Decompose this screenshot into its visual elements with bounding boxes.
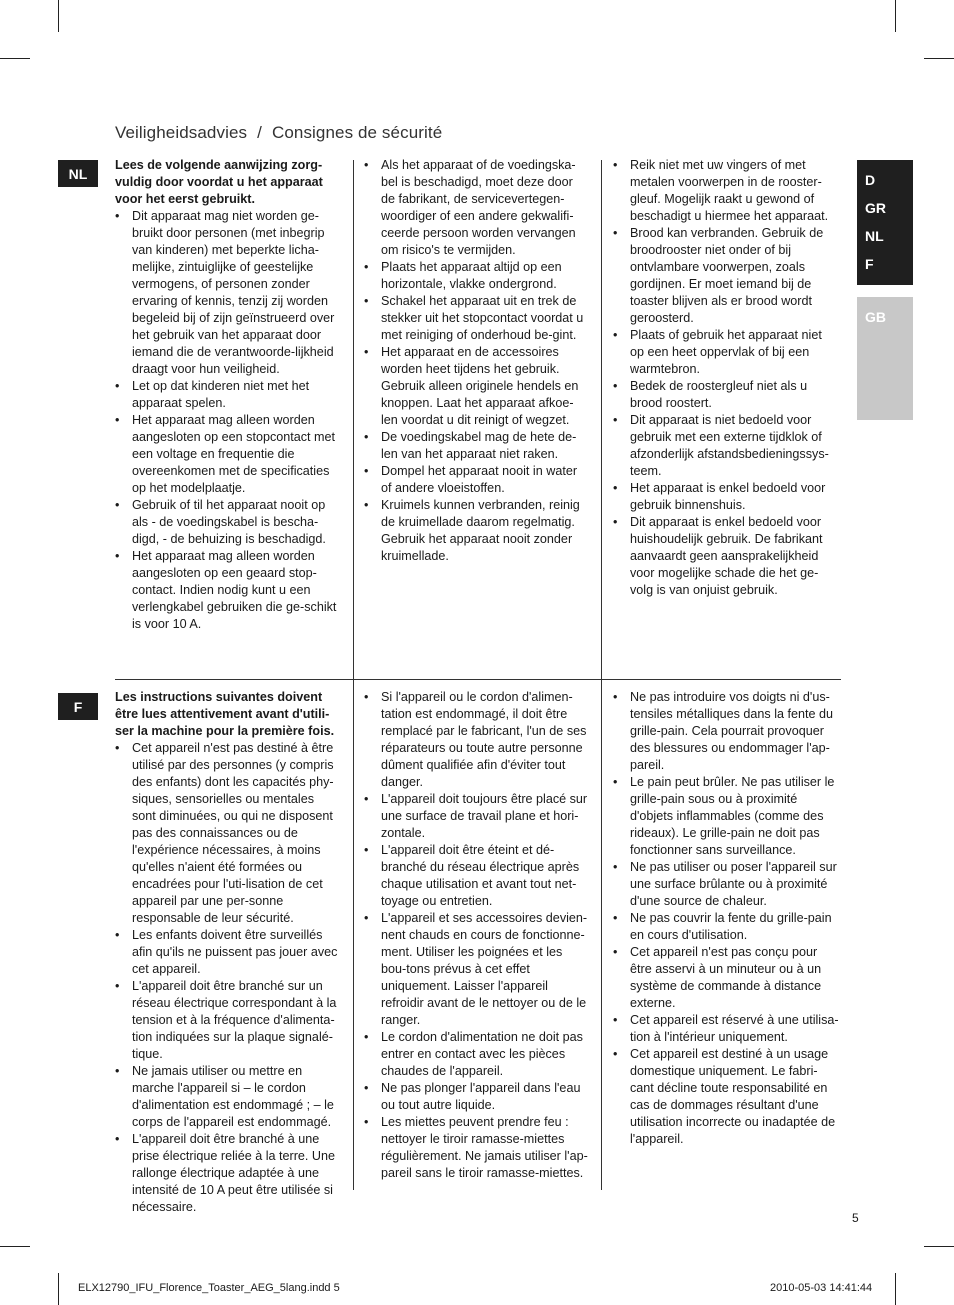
title-separator: / xyxy=(257,123,262,142)
crop-mark xyxy=(924,1246,954,1247)
list-item: • Le pain peut brûler. Ne pas utiliser le grille-pain sous ou à proximité d'objets inflammables (comme des rideaux). Le grille-pain ne doit pas fonctionner sans surveillance. xyxy=(613,774,839,859)
list-item: • Ne jamais utiliser ou mettre en marche l'appareil si – le cordon d'alimentation est endommagé ; – le corps de l'appareil est endommagé. xyxy=(115,1063,341,1131)
section-badge-nl: NL xyxy=(58,160,98,187)
fr-col2-list xyxy=(364,689,590,1182)
title-nl: Veiligheidsadvies xyxy=(115,123,248,142)
list-item: • De voedingskabel mag de hete de-len van het apparaat niet raken. xyxy=(364,429,590,463)
fr-column-2 xyxy=(364,689,590,1182)
tab-f: F xyxy=(865,256,874,272)
list-item: • Reik niet met uw vingers of met metalen voorwerpen in de rooster-gleuf. Mogelijk raakt u gewond of beschadigt u hiermee het apparaat. xyxy=(613,157,839,225)
crop-mark xyxy=(0,1246,30,1247)
list-item: • Kruimels kunnen verbranden, reinig de kruimellade daarom regelmatig. Gebruik het apparaat nooit zonder kruimellade. xyxy=(364,497,590,565)
list-item: • Cet appareil n'est pas conçu pour être asservi à un minuteur ou à un système de commande à distance externe. xyxy=(613,944,839,1012)
list-item: • Ne pas utiliser ou poser l'appareil sur une surface brûlante ou à proximité d'une source de chaleur. xyxy=(613,859,839,910)
list-item: • Ne pas introduire vos doigts ni d'us-tensiles métalliques dans la fente du grille-pain. Cela pourrait provoquer des blessures ou endommager l'ap-pareil. xyxy=(613,689,839,774)
crop-mark xyxy=(895,0,896,32)
column-divider xyxy=(601,679,602,1190)
title-fr: Consignes de sécurité xyxy=(271,123,443,142)
list-item: • Schakel het apparaat uit en trek de stekker uit het stopcontact voordat u met reiniging of onderhoud be-gint. xyxy=(364,293,590,344)
tab-gr: GR xyxy=(865,200,886,216)
list-item: • Als het apparaat of de voedingska-bel is beschadigd, moet deze door de fabrikant, de servicevertegen-woordiger of een andere gekwalifi-ceerde persoon worden vervangen om risico's te vermijden. xyxy=(364,157,590,259)
tab-nl: NL xyxy=(865,228,884,244)
nl-intro: Lees de volgende aanwijzing zorg-vuldig door voordat u het apparaat voor het eerst gebruikt. xyxy=(115,158,323,206)
list-item: • Gebruik of til het apparaat nooit op als - de voedingskabel is bescha-digd, - de behuizing is beschadigd. xyxy=(115,497,341,548)
crop-mark xyxy=(895,1273,896,1305)
nl-column-2 xyxy=(364,157,590,565)
tab-gb: GB xyxy=(865,309,886,325)
list-item: • L'appareil doit être branché sur un réseau électrique correspondant à la tension et à la fréquence d'alimenta-tion indiquées sur la plaque signalé-tique. xyxy=(115,978,341,1063)
list-item: • Ne pas plonger l'appareil dans l'eau ou tout autre liquide. xyxy=(364,1080,590,1114)
section-badge-f: F xyxy=(58,693,98,720)
list-item: • Dompel het apparaat nooit in water of andere vloeistoffen. xyxy=(364,463,590,497)
list-item: • Les enfants doivent être surveillés afin qu'ils ne puissent pas jouer avec cet appareil. xyxy=(115,927,341,978)
nl-column-1 xyxy=(115,157,341,633)
crop-mark xyxy=(924,58,954,59)
list-item: • Plaats het apparaat altijd op een horizontale, vlakke ondergrond. xyxy=(364,259,590,293)
column-divider xyxy=(601,160,602,679)
list-item: • Cet appareil n'est pas destiné à être utilisé par des personnes (y compris des enfants) dont les capacités phy-siques, sensorielles ou mentales sont diminuées, ou qui ne disposent pas des connaissances ou de l'expérience nécessaires, à moins qu'elles n'aient été formées ou encadrées pour l'uti-lisation de cet appareil par une per-sonne responsable de leur sécurité. xyxy=(115,740,341,927)
list-item: • L'appareil doit être éteint et dé-branché du réseau électrique après chaque utilisation et avant tout net-toyage ou entretien. xyxy=(364,842,590,910)
list-item: • Plaats of gebruik het apparaat niet op een heet oppervlak of bij een warmtebron. xyxy=(613,327,839,378)
list-item: • Let op dat kinderen niet met het apparaat spelen. xyxy=(115,378,341,412)
list-item: • Les miettes peuvent prendre feu : nettoyer le tiroir ramasse-miettes régulièrement. Ne jamais utiliser l'ap-pareil sans le tiroir ramasse-miettes. xyxy=(364,1114,590,1182)
list-item: • Het apparaat en de accessoires worden heet tijdens het gebruik. Gebruik alleen originele hendels en knoppen. Laat het apparaat afkoe-len voordat u dit reinigt of wegzet. xyxy=(364,344,590,429)
list-item: • Le cordon d'alimentation ne doit pas entrer en contact avec les pièces chaudes de l'appareil. xyxy=(364,1029,590,1080)
list-item: • Dit apparaat mag niet worden ge-bruikt door personen (met inbegrip van kinderen) met beperkte licha-melijke, zintuiglijke of geestelijke vermogens, of personen zonder ervaring of kennis, tenzij zij worden begeleid bij of zijn geïnstrueerd over het gebruik van het apparaat door iemand die de verantwoorde-lijkheid draagt voor hun veiligheid. xyxy=(115,208,341,378)
list-item: • Cet appareil est réservé à une utilisa-tion à l'intérieur uniquement. xyxy=(613,1012,839,1046)
list-item: • Cet appareil est destiné à un usage domestique uniquement. Le fabri-cant décline toute responsabilité en cas de dommages résultant d'une utilisation incorrecte ou inadaptée de l'appareil. xyxy=(613,1046,839,1148)
footer-timestamp: 2010-05-03 14:41:44 xyxy=(770,1282,873,1294)
fr-intro: Les instructions suivantes doivent être lues attentivement avant d'utili-ser la machine pour la première fois. xyxy=(115,690,335,738)
fr-col1-list xyxy=(115,740,341,1216)
nl-col1-list xyxy=(115,208,341,633)
nl-col2-list xyxy=(364,157,590,565)
list-item: • L'appareil et ses accessoires devien-nent chauds en cours de fonctionne-ment. Utiliser les poignées et les bou-tons prévus à cet effet uniquement. Laisser l'appareil refroidir avant de le nettoyer ou de le ranger. xyxy=(364,910,590,1029)
list-item: • Bedek de roostergleuf niet als u brood roostert. xyxy=(613,378,839,412)
list-item: • Ne pas couvrir la fente du grille-pain en cours d'utilisation. xyxy=(613,910,839,944)
section-divider xyxy=(115,679,841,680)
crop-mark xyxy=(0,58,30,59)
list-item: • L'appareil doit être branché à une prise électrique reliée à la terre. Une rallonge électrique adaptée à une intensité de 10 A peut être utilisée si nécessaire. xyxy=(115,1131,341,1216)
nl-column-3 xyxy=(613,157,839,599)
list-item: • Dit apparaat is niet bedoeld voor gebruik met een externe tijdklok of afzonderlijk afstandsbedieningssys-teem. xyxy=(613,412,839,480)
list-item: • L'appareil doit toujours être placé sur une surface de travail plane et hori-zontale. xyxy=(364,791,590,842)
fr-column-1 xyxy=(115,689,341,1216)
list-item: • Brood kan verbranden. Gebruik de broodrooster niet onder of bij ontvlambare voorwerpen, zoals gordijnen. Er moet iemand bij de toaster blijven als er brood wordt geroosterd. xyxy=(613,225,839,327)
column-divider xyxy=(353,160,354,679)
crop-mark xyxy=(58,1273,59,1305)
list-item: • Het apparaat mag alleen worden aangesloten op een stopcontact met een voltage en frequentie die overeenkomen met de specificaties op het modelplaatje. xyxy=(115,412,341,497)
fr-col3-list xyxy=(613,689,839,1148)
page-title xyxy=(115,123,442,143)
nl-col3-list xyxy=(613,157,839,599)
page-number: 5 xyxy=(852,1211,859,1225)
list-item: • Het apparaat is enkel bedoeld voor gebruik binnenshuis. xyxy=(613,480,839,514)
column-divider xyxy=(353,679,354,1190)
list-item: • Dit apparaat is enkel bedoeld voor huishoudelijk gebruik. De fabrikant aanvaardt geen aansprakelijkheid voor mogelijke schade die het ge-volg is van onjuist gebruik. xyxy=(613,514,839,599)
tab-d: D xyxy=(865,172,876,188)
list-item: • Het apparaat mag alleen worden aangesloten op een geaard stop-contact. Indien nodig kunt u een verlengkabel gebruiken die ge-schikt is voor 10 A. xyxy=(115,548,341,633)
list-item: • Si l'appareil ou le cordon d'alimen-tation est endommagé, il doit être remplacé par le fabricant, l'un de ses réparateurs ou toute autre personne dûment qualifiée afin d'éviter tout danger. xyxy=(364,689,590,791)
footer-filename: ELX12790_IFU_Florence_Toaster_AEG_5lang.indd 5 xyxy=(78,1282,340,1294)
fr-column-3 xyxy=(613,689,839,1148)
crop-mark xyxy=(58,0,59,32)
